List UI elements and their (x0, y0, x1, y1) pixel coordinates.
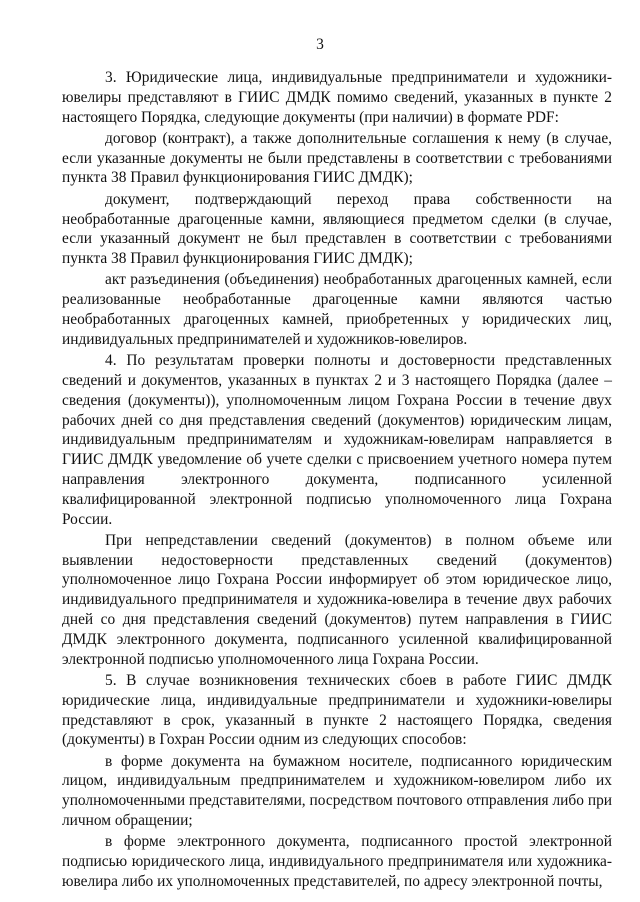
paragraph-separation-act: акт разъединения (объединения) необработанных драгоценных камней, если реализованные необработанные драгоценные камни являются частью необработанных драгоценных камней, приобретенных у юридических лиц, индивидуальных предпринимателей и художников-ювелиров. (62, 271, 612, 348)
paragraph-non-submission: При непредставлении сведений (документов) в полном объеме или выявлении недостоверности представленных сведений (документов) уполномоченное лицо Гохрана России информирует об этом юридическое лицо, индивидуального предпринимателя и художника-ювелира в течение двух рабочих дней со дня представления сведений (документов) путем направления в ГИИС ДМДК электронного документа, подписанного усиленной квалифицированной электронной подписью уполномоченного лица Гохрана России. (62, 531, 612, 668)
document-body (62, 68, 612, 893)
paragraph-contract: договор (контракт), а также дополнительные соглашения к нему (в случае, если указанные документы не были представлены в соответствии с требованиями пункта 38 Правил функционирования ГИИС ДМДК); (62, 129, 612, 187)
paragraph-3: 3. Юридические лица, индивидуальные предприниматели и художники-ювелиры представляют в ГИИС ДМДК помимо сведений, указанных в пункте 2 настоящего Порядка, следующие документы (при наличии) в формате PDF: (62, 69, 612, 126)
paragraph-5: 5. В случае возникновения технических сбоев в работе ГИИС ДМДК юридические лица, индивидуальные предприниматели и художники-ювелиры представляют в срок, указанный в пункте 2 настоящего Порядка, сведения (документы) в Гохран России одним из следующих способов: (62, 671, 612, 749)
paragraph-paper-form: в форме документа на бумажном носителе, подписанного юридическим лицом, индивидуальным предпринимателем и художником-ювелиром либо их уполномоченными представителями, посредством почтового отправления либо при личном обращении; (62, 752, 612, 829)
page-number: 3 (316, 36, 324, 53)
paragraph-ownership-document: документ, подтверждающий переход права собственности на необработанные драгоценные камни, являющиеся предметом сделки (в случае, если указанный документ не был представлен в соответствии с требованиями пункта 38 Правил функционирования ГИИС ДМДК); (62, 190, 612, 268)
paragraph-4: 4. По результатам проверки полноты и достоверности представленных сведений и документов, указанных в пунктах 2 и 3 настоящего Порядка (далее – сведения (документы)), уполномоченным лицом Гохрана России в течение двух рабочих дней со дня представления сведений (документов) юридическим лицам, индивидуальным предпринимателям и художникам-ювелирам направляется в ГИИС ДМДК уведомление об учете сделки с присвоением учетного номера путем направления электронного документа, подписанного усиленной квалифицированной электронной подписью уполномоченного лица Гохрана России. (62, 352, 612, 528)
paragraph-electronic-form: в форме электронного документа, подписанного простой электронной подписью юридического лица, индивидуального предпринимателя или художника-ювелира либо их уполномоченных представителей, по адресу электронной почты, (62, 833, 612, 890)
